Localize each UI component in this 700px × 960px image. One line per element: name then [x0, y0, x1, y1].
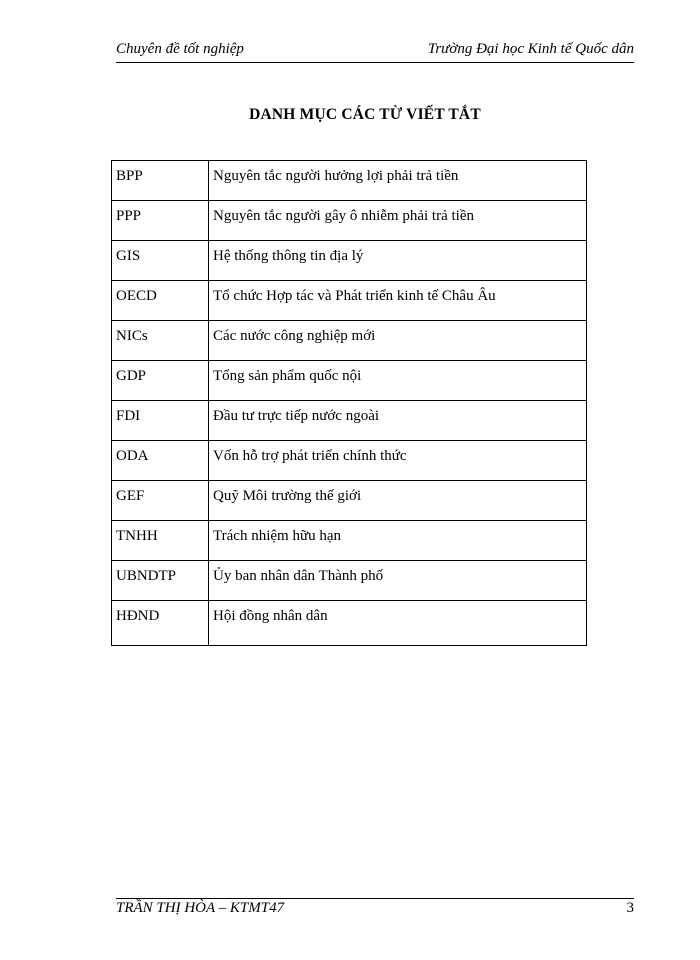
- abbreviation-table-body: [112, 161, 587, 646]
- table-row: [112, 201, 587, 241]
- abbreviation-cell: GEF: [112, 481, 209, 521]
- table-row: [112, 521, 587, 561]
- abbreviation-cell: GIS: [112, 241, 209, 281]
- table-row: [112, 281, 587, 321]
- table-row: [112, 441, 587, 481]
- page-number: 3: [626, 900, 634, 916]
- abbreviation-cell: NICs: [112, 321, 209, 361]
- header-right-text: Trường Đại học Kinh tế Quốc dân: [427, 41, 634, 57]
- meaning-cell: Ủy ban nhân dân Thành phố: [209, 561, 587, 601]
- page-header: [116, 38, 634, 63]
- meaning-cell: Hệ thống thông tin địa lý: [209, 241, 587, 281]
- abbreviation-cell: TNHH: [112, 521, 209, 561]
- meaning-cell: Hội đồng nhân dân: [209, 601, 587, 646]
- meaning-cell: Các nước công nghiệp mới: [209, 321, 587, 361]
- table-row: [112, 161, 587, 201]
- page-footer: [116, 898, 634, 923]
- footer-author: TRẦN THỊ HÒA – KTMT47: [116, 900, 285, 916]
- meaning-cell: Quỹ Môi trường thế giới: [209, 481, 587, 521]
- abbreviation-cell: OECD: [112, 281, 209, 321]
- header-left-text: Chuyên đề tốt nghiệp: [116, 41, 244, 57]
- abbreviation-table: [111, 160, 587, 646]
- meaning-cell: Đầu tư trực tiếp nước ngoài: [209, 401, 587, 441]
- abbreviation-cell: ODA: [112, 441, 209, 481]
- abbreviation-cell: HĐND: [112, 601, 209, 646]
- table-row: [112, 601, 587, 646]
- table-row: [112, 401, 587, 441]
- meaning-cell: Vốn hỗ trợ phát triển chính thức: [209, 441, 587, 481]
- table-row: [112, 561, 587, 601]
- abbreviation-cell: PPP: [112, 201, 209, 241]
- table-row: [112, 321, 587, 361]
- meaning-cell: Nguyên tắc người gây ô nhiễm phải trả tiền: [209, 201, 587, 241]
- page-title: DANH MỤC CÁC TỪ VIẾT TẮT: [249, 106, 481, 123]
- abbreviation-cell: FDI: [112, 401, 209, 441]
- abbreviation-cell: UBNDTP: [112, 561, 209, 601]
- table-row: [112, 361, 587, 401]
- meaning-cell: Nguyên tắc người hưởng lợi phải trả tiền: [209, 161, 587, 201]
- abbreviation-cell: BPP: [112, 161, 209, 201]
- abbreviation-cell: GDP: [112, 361, 209, 401]
- table-row: [112, 481, 587, 521]
- meaning-cell: Trách nhiệm hữu hạn: [209, 521, 587, 561]
- meaning-cell: Tổng sản phẩm quốc nội: [209, 361, 587, 401]
- meaning-cell: Tổ chức Hợp tác và Phát triển kinh tế Châu Âu: [209, 281, 587, 321]
- table-row: [112, 241, 587, 281]
